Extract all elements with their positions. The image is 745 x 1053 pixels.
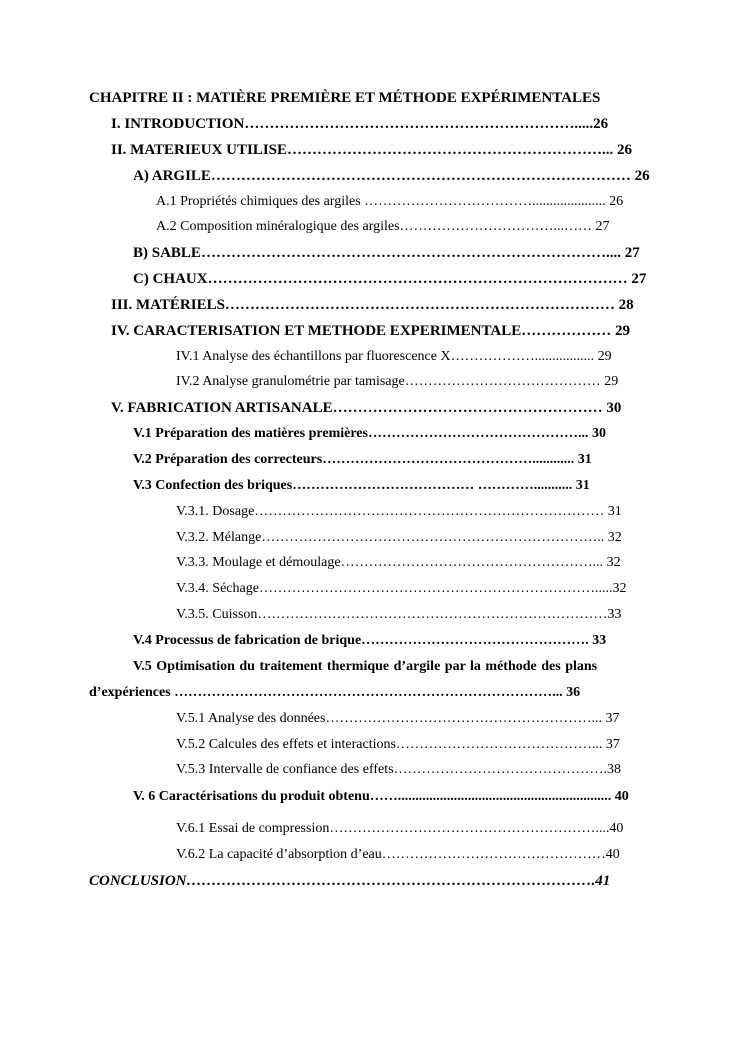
- toc-entry: A) ARGILE………………………………………………………………………… 26: [133, 168, 650, 184]
- toc-entry: V.5 Optimisation du traitement thermique d’argile par la méthode des plans: [133, 659, 598, 674]
- toc-entry: A.1 Propriétés chimiques des argiles ………………………………..................... 26: [156, 194, 624, 209]
- toc-entry: V.1 Préparation des matières premières………………………………………... 30: [133, 426, 606, 441]
- toc-entry: V.3.2. Mélange……………………………………………………………….. 32: [176, 530, 622, 545]
- toc-entry: d’expériences ………………………………………………………………………... 36: [89, 685, 581, 700]
- toc-entry: B) SABLE……………………………………………………………………….... 27: [133, 245, 640, 261]
- toc-entry: V.2 Préparation des correcteurs………………………………………............ 31: [133, 452, 592, 467]
- toc-entry: III. MATÉRIELS…………………………………………………………………… 28: [111, 297, 634, 313]
- toc-entry: V.5.1 Analyse des données…………………………………………………... 37: [176, 711, 620, 726]
- chapter-title: CHAPITRE II : MATIÈRE PREMIÈRE ET MÉTHODE EXPÉRIMENTALES: [89, 90, 601, 106]
- toc-entry: V.5.2 Calcules des effets et interactions……………………………………... 37: [176, 737, 620, 752]
- toc-entry: V. FABRICATION ARTISANALE……………………………………………… 30: [111, 400, 622, 416]
- toc-entry: V.3.3. Moulage et démoulage………………………………………………... 32: [176, 555, 621, 570]
- toc-entry: A.2 Composition minéralogique des argiles……………………………...…… 27: [156, 219, 610, 234]
- toc-entry: II. MATERIEUX UTILISE………………………………………………………... 26: [111, 142, 633, 158]
- toc-entry: C) CHAUX………………………………………………………………………… 27: [133, 271, 647, 287]
- toc-entry: IV.2 Analyse granulométrie par tamisage…………………………………… 29: [176, 374, 619, 389]
- toc-entry: V.6.2 La capacité d’absorption d’eau…………………………………………40: [176, 847, 620, 862]
- toc-entry: V.3.4. Séchage……………………………………………………………….....32: [176, 581, 627, 596]
- toc-entry: I. INTRODUCTION………………………………………………………….....26: [111, 116, 609, 132]
- toc-entry-conclusion: CONCLUSION……………………………………………………………………….41: [89, 873, 611, 889]
- toc-entry: V. 6 Caractérisations du produit obtenu……............................................................. 40: [133, 789, 629, 804]
- toc-entry: V.3.5. Cuisson…………………………………………………………………33: [176, 607, 622, 622]
- toc-entry: V.4 Processus de fabrication de brique…………………………………………. 33: [133, 633, 607, 648]
- toc-entry: V.3.1. Dosage………………………………………………………………… 31: [176, 504, 622, 519]
- toc-entry: IV.1 Analyse des échantillons par fluorescence X………………................. 29: [176, 349, 612, 364]
- toc-entry: V.3 Confection des briques………………………………… …………........... 31: [133, 478, 590, 493]
- toc-entry: IV. CARACTERISATION ET METHODE EXPERIMENTALE……………… 29: [111, 323, 630, 339]
- toc-entry: V.5.3 Intervalle de confiance des effets……………………………………….38: [176, 762, 622, 777]
- toc-entry: V.6.1 Essai de compression…………………………………………………....40: [176, 821, 624, 836]
